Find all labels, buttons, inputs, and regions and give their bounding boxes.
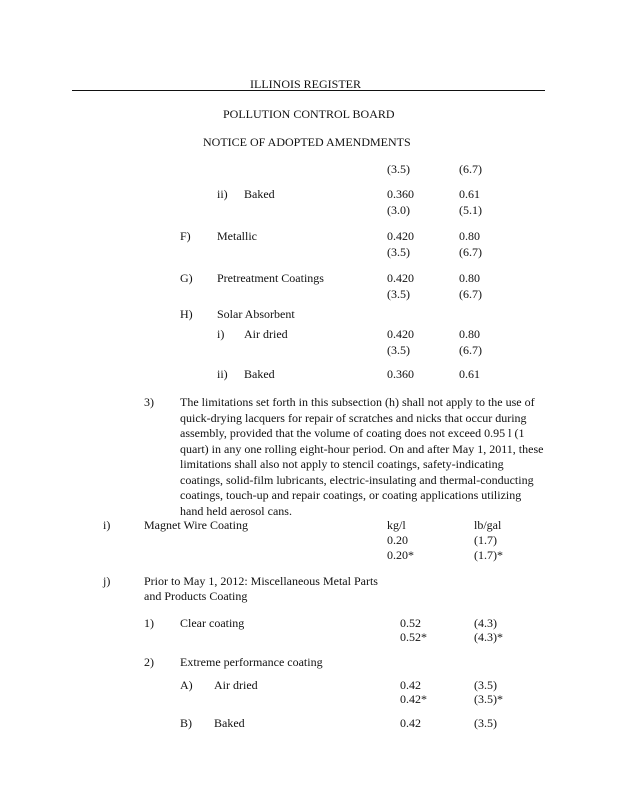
item-number: ii) xyxy=(217,187,228,201)
cell-value: 0.42* xyxy=(400,692,427,706)
item-label: Clear coating xyxy=(180,616,245,630)
item-label: Air dried xyxy=(214,678,258,692)
board-title: POLLUTION CONTROL BOARD xyxy=(223,107,395,121)
cell-value: 0.420 xyxy=(387,229,414,243)
cell-value: 0.360 xyxy=(387,367,414,381)
cell-value: (1.7) xyxy=(474,533,497,547)
item-number: A) xyxy=(180,678,193,692)
cell-value: 0.420 xyxy=(387,327,414,341)
unit-english: lb/gal xyxy=(474,518,502,532)
cell-value: 0.80 xyxy=(459,327,480,341)
cell-value: (4.3) xyxy=(474,616,497,630)
cell-value: 0.52* xyxy=(400,630,427,644)
item-label: Metallic xyxy=(217,229,257,243)
cell-value: (3.5) xyxy=(387,343,410,357)
cell-value: (3.5) xyxy=(474,716,497,730)
cell-value: (5.1) xyxy=(459,203,482,217)
cell-value: (6.7) xyxy=(459,245,482,259)
unit-metric: kg/l xyxy=(387,518,406,532)
item-number: ii) xyxy=(217,367,228,381)
item-number: j) xyxy=(103,574,111,588)
item-label: Baked xyxy=(244,367,275,381)
cell-value: (3.0) xyxy=(387,203,410,217)
cell-value: 0.420 xyxy=(387,271,414,285)
item-number: 1) xyxy=(144,616,154,630)
cell-value: (3.5) xyxy=(387,287,410,301)
cell-value: 0.61 xyxy=(459,367,480,381)
cell-value: 0.52 xyxy=(400,616,421,630)
cell-value: 0.42 xyxy=(400,716,421,730)
item-number: B) xyxy=(180,716,192,730)
cell-value: (6.7) xyxy=(459,287,482,301)
item-number: 2) xyxy=(144,655,154,669)
register-title: ILLINOIS REGISTER xyxy=(250,77,361,91)
item-number: i) xyxy=(217,327,225,341)
item-label: Baked xyxy=(244,187,275,201)
cell-value: (6.7) xyxy=(459,343,482,357)
item-number: F) xyxy=(180,229,191,243)
cell-value: 0.42 xyxy=(400,678,421,692)
cell-value: 0.80 xyxy=(459,229,480,243)
cell-value: 0.20 xyxy=(387,533,408,547)
paragraph-number: 3) xyxy=(144,395,154,409)
item-number: i) xyxy=(103,518,111,532)
item-label: Extreme performance coating xyxy=(180,655,323,669)
cell-value: (4.3)* xyxy=(474,630,503,644)
cell-value: (3.5)* xyxy=(474,692,503,706)
cell-value: (3.5) xyxy=(474,678,497,692)
item-label: Air dried xyxy=(244,327,288,341)
item-label: Pretreatment Coatings xyxy=(217,271,324,285)
cell-value: (3.5) xyxy=(387,245,410,259)
cell-value: 0.360 xyxy=(387,187,414,201)
notice-title: NOTICE OF ADOPTED AMENDMENTS xyxy=(203,135,411,149)
cell-value: 0.20* xyxy=(387,548,414,562)
item-number: G) xyxy=(180,271,193,285)
cell-value: (1.7)* xyxy=(474,548,503,562)
cell-r0-v2: (6.7) xyxy=(459,162,482,176)
section-title: Prior to May 1, 2012: Miscellaneous Metal Parts xyxy=(144,574,378,588)
cell-r0-v1: (3.5) xyxy=(387,162,410,176)
cell-value: 0.61 xyxy=(459,187,480,201)
item-label: Baked xyxy=(214,716,245,730)
limitations-paragraph: The limitations set forth in this subsection (h) shall not apply to the use of quick-drying lacquers for repair of scratches and nicks that occur during assembly, provided that the volume of coating does not exceed 0.95 l (1 quart) in any one rolling eight-hour period. On and after May 1, 2011, these limitations shall also not apply to stencil coatings, safety-indicating coatings, solid-film lubricants, electric-insulating and thermal-conducting coatings, touch-up and repair coatings, or coating applications utilizing hand held aerosol cans. xyxy=(180,395,544,518)
section-title-line2: and Products Coating xyxy=(144,589,248,603)
item-label: Solar Absorbent xyxy=(217,307,295,321)
cell-value: 0.80 xyxy=(459,271,480,285)
item-number: H) xyxy=(180,307,193,321)
item-label: Magnet Wire Coating xyxy=(144,518,248,532)
